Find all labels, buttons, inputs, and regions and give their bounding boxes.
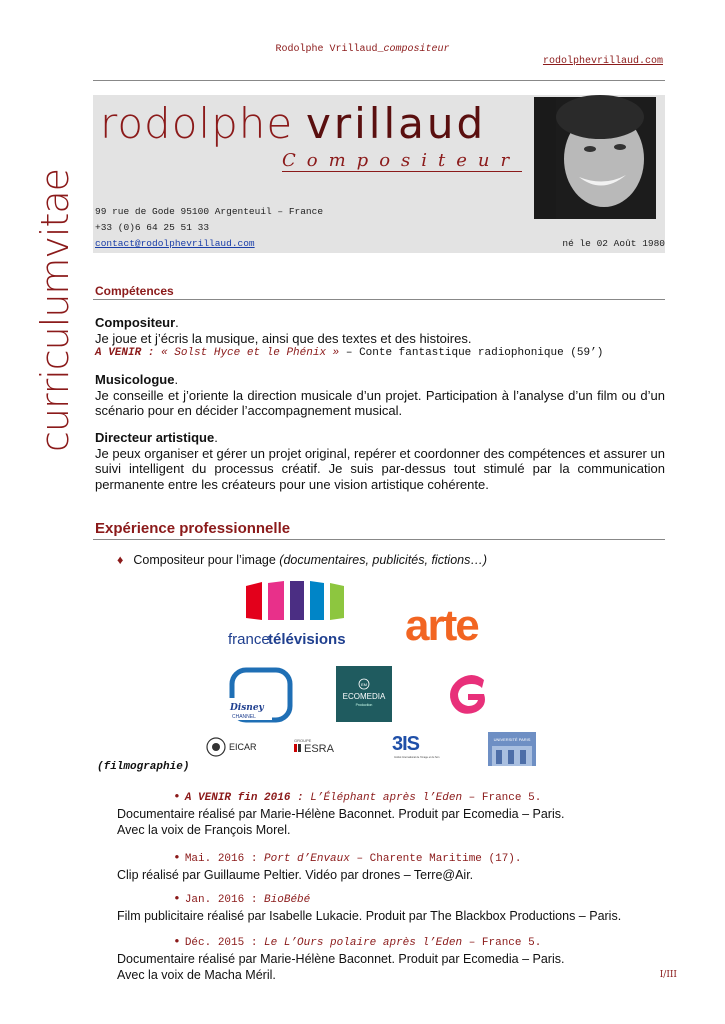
- ecomedia-wordmark: ECOMEDIA: [342, 692, 386, 701]
- phone: +33 (0)6 64 25 51 33: [95, 222, 210, 233]
- skill-musicologue: Musicologue. Je conseille et j’oriente la direction musicale d’un projet. Participation à l’analyse d’un film ou d’un scénario pour en décider l’accompagnement musical.: [95, 372, 665, 418]
- 3is-sub: Institut International de l’Image et du Son: [394, 756, 440, 759]
- filmography-heading: (filmographie): [97, 761, 190, 773]
- birth-date: né le 02 Août 1980: [562, 238, 665, 249]
- running-header: [0, 44, 725, 55]
- film-entry: [117, 934, 677, 983]
- portrait-photo: [534, 97, 656, 219]
- film-date: A VENIR fin 2016 :: [184, 792, 304, 804]
- skill-directeur: Directeur artistique. Je peux organiser et gérer un projet original, repérer et coordonner des compétences et assurer un suivi intelligent du processus créatif. Je suis par-dessus tout stimulé par la communication permanente entre les créateurs pour une vision artistique cohérente.: [95, 430, 665, 492]
- 3is-logo: [390, 728, 440, 769]
- ecomedia-sub: Production: [355, 703, 373, 707]
- upcoming-project: [95, 346, 665, 361]
- upcoming-title: « Solst Hyce et le Phénix »: [161, 347, 340, 359]
- france-tv-wordmark-bold: télévisions: [268, 631, 346, 648]
- film-location: – Charente Maritime (17).: [349, 853, 522, 865]
- skill-heading: Directeur artistique: [95, 430, 215, 445]
- svg-text:vrillaud: vrillaud: [306, 99, 487, 148]
- france-tv-wordmark: france: [228, 631, 270, 648]
- film-date: Jan. 2016 :: [184, 894, 258, 906]
- gulli-logo: [444, 672, 494, 723]
- esra-logo: [294, 736, 350, 759]
- film-title: Le L’Ours polaire après l’Eden: [264, 937, 463, 949]
- arte-logo: [405, 602, 507, 657]
- curriculum-vitae-vertical-title: [33, 100, 78, 460]
- bullet-icon: •: [173, 850, 181, 865]
- skill-text: Je joue et j’écris la musique, ainsi que des textes et des histoires.: [95, 330, 472, 346]
- film-entry: [117, 789, 677, 838]
- bullet-text: Compositeur pour l’image: [133, 553, 280, 567]
- bullet-icon: •: [173, 891, 181, 906]
- eicar-wordmark: EICAR: [229, 742, 257, 752]
- film-date: Mai. 2016 :: [184, 853, 258, 865]
- film-voice: Avec la voix de François Morel.: [117, 823, 291, 837]
- bullet-icon: •: [173, 934, 181, 949]
- page-number: I/III: [659, 970, 677, 980]
- section-divider: [93, 299, 665, 300]
- esra-groupe: GROUPE: [294, 738, 312, 743]
- svg-text:curriculumvitae: curriculumvitae: [33, 168, 77, 452]
- diamond-bullet-icon: ♦: [117, 553, 124, 567]
- france-televisions-logo: [228, 580, 360, 653]
- subtitle-underline: [282, 171, 522, 172]
- film-broadcaster: – France 5.: [462, 937, 542, 949]
- film-description: Documentaire réalisé par Marie-Hélène Baconnet. Produit par Ecomedia – Paris.: [117, 952, 565, 966]
- film-broadcaster: – France 5.: [462, 792, 542, 804]
- section-divider: [93, 539, 665, 540]
- film-description: Clip réalisé par Guillaume Peltier. Vidéo par drones – Terre@Air.: [117, 868, 474, 882]
- film-entry: [117, 891, 677, 924]
- skill-compositeur: Compositeur. Je joue et j’écris la musique, ainsi que des textes et des histoires. A VENIR : « Solst Hyce et le Phénix » – Conte fantastique radiophonique (59’): [95, 315, 665, 361]
- upcoming-label: A VENIR :: [95, 347, 155, 359]
- film-entry: [117, 850, 677, 883]
- upcoming-desc: – Conte fantastique radiophonique (59’): [339, 347, 604, 359]
- eicar-logo: [206, 734, 258, 765]
- top-divider: [93, 80, 665, 81]
- ecomedia-badge: EM: [361, 682, 367, 687]
- email-link[interactable]: contact@rodolphevrillaud.com: [95, 238, 255, 249]
- disney-channel-logo: [226, 668, 294, 729]
- ecomedia-logo: [336, 666, 392, 722]
- skill-text: Je peux organiser et gérer un projet original, repérer et coordonner des compétences et assurer un suivi intelligent du processus créatif. Je suis par-dessus tout stimulé par la communication permanente entre les créateurs pour une vision artistique cohérente.: [95, 445, 665, 492]
- svg-text:rodolphe: rodolphe: [100, 99, 294, 148]
- film-title: Port d’Envaux: [264, 853, 350, 865]
- film-voice: Avec la voix de Macha Méril.: [117, 968, 276, 982]
- film-description: Documentaire réalisé par Marie-Hélène Baconnet. Produit par Ecomedia – Paris.: [117, 807, 565, 821]
- skill-text: Je conseille et j’oriente la direction musicale d’un projet. Participation à l’analyse d’un film ou d’un scénario pour en décider l’accompagnement musical.: [95, 387, 665, 418]
- bullet-icon: •: [173, 789, 181, 804]
- universite-paris-logo: [488, 732, 536, 771]
- 3is-wordmark: 3IS: [392, 733, 420, 755]
- experience-bullet: [117, 553, 487, 567]
- disney-channel-text: CHANNEL: [232, 714, 256, 720]
- esra-wordmark: ESRA: [304, 743, 334, 755]
- film-date: Déc. 2015 :: [184, 937, 258, 949]
- disney-wordmark: Disney: [230, 703, 264, 713]
- section-title-experience: Expérience professionnelle: [95, 520, 291, 537]
- arte-wordmark: arte: [405, 601, 478, 650]
- running-header-name: Rodolphe Vrillaud_: [275, 44, 384, 55]
- skill-heading: Musicologue: [95, 372, 175, 387]
- film-title: BioBébé: [264, 894, 311, 906]
- website-link[interactable]: rodolphevrillaud.com: [542, 56, 663, 67]
- paris-wordmark: UNIVERSITÉ PARIS: [493, 737, 531, 742]
- section-title-competences: Compétences: [95, 284, 174, 298]
- film-title: L’Éléphant après l’Eden: [310, 792, 463, 804]
- running-header-role: compositeur: [383, 44, 450, 55]
- bullet-italic: (documentaires, publicités, fictions…): [279, 553, 488, 567]
- skill-heading: Compositeur: [95, 315, 176, 330]
- address: 99 rue de Gode 95100 Argenteuil – France: [95, 206, 324, 217]
- film-description: Film publicitaire réalisé par Isabelle Lukacie. Produit par The Blackbox Productions – Paris.: [117, 909, 622, 923]
- subtitle: Compositeur: [282, 150, 521, 171]
